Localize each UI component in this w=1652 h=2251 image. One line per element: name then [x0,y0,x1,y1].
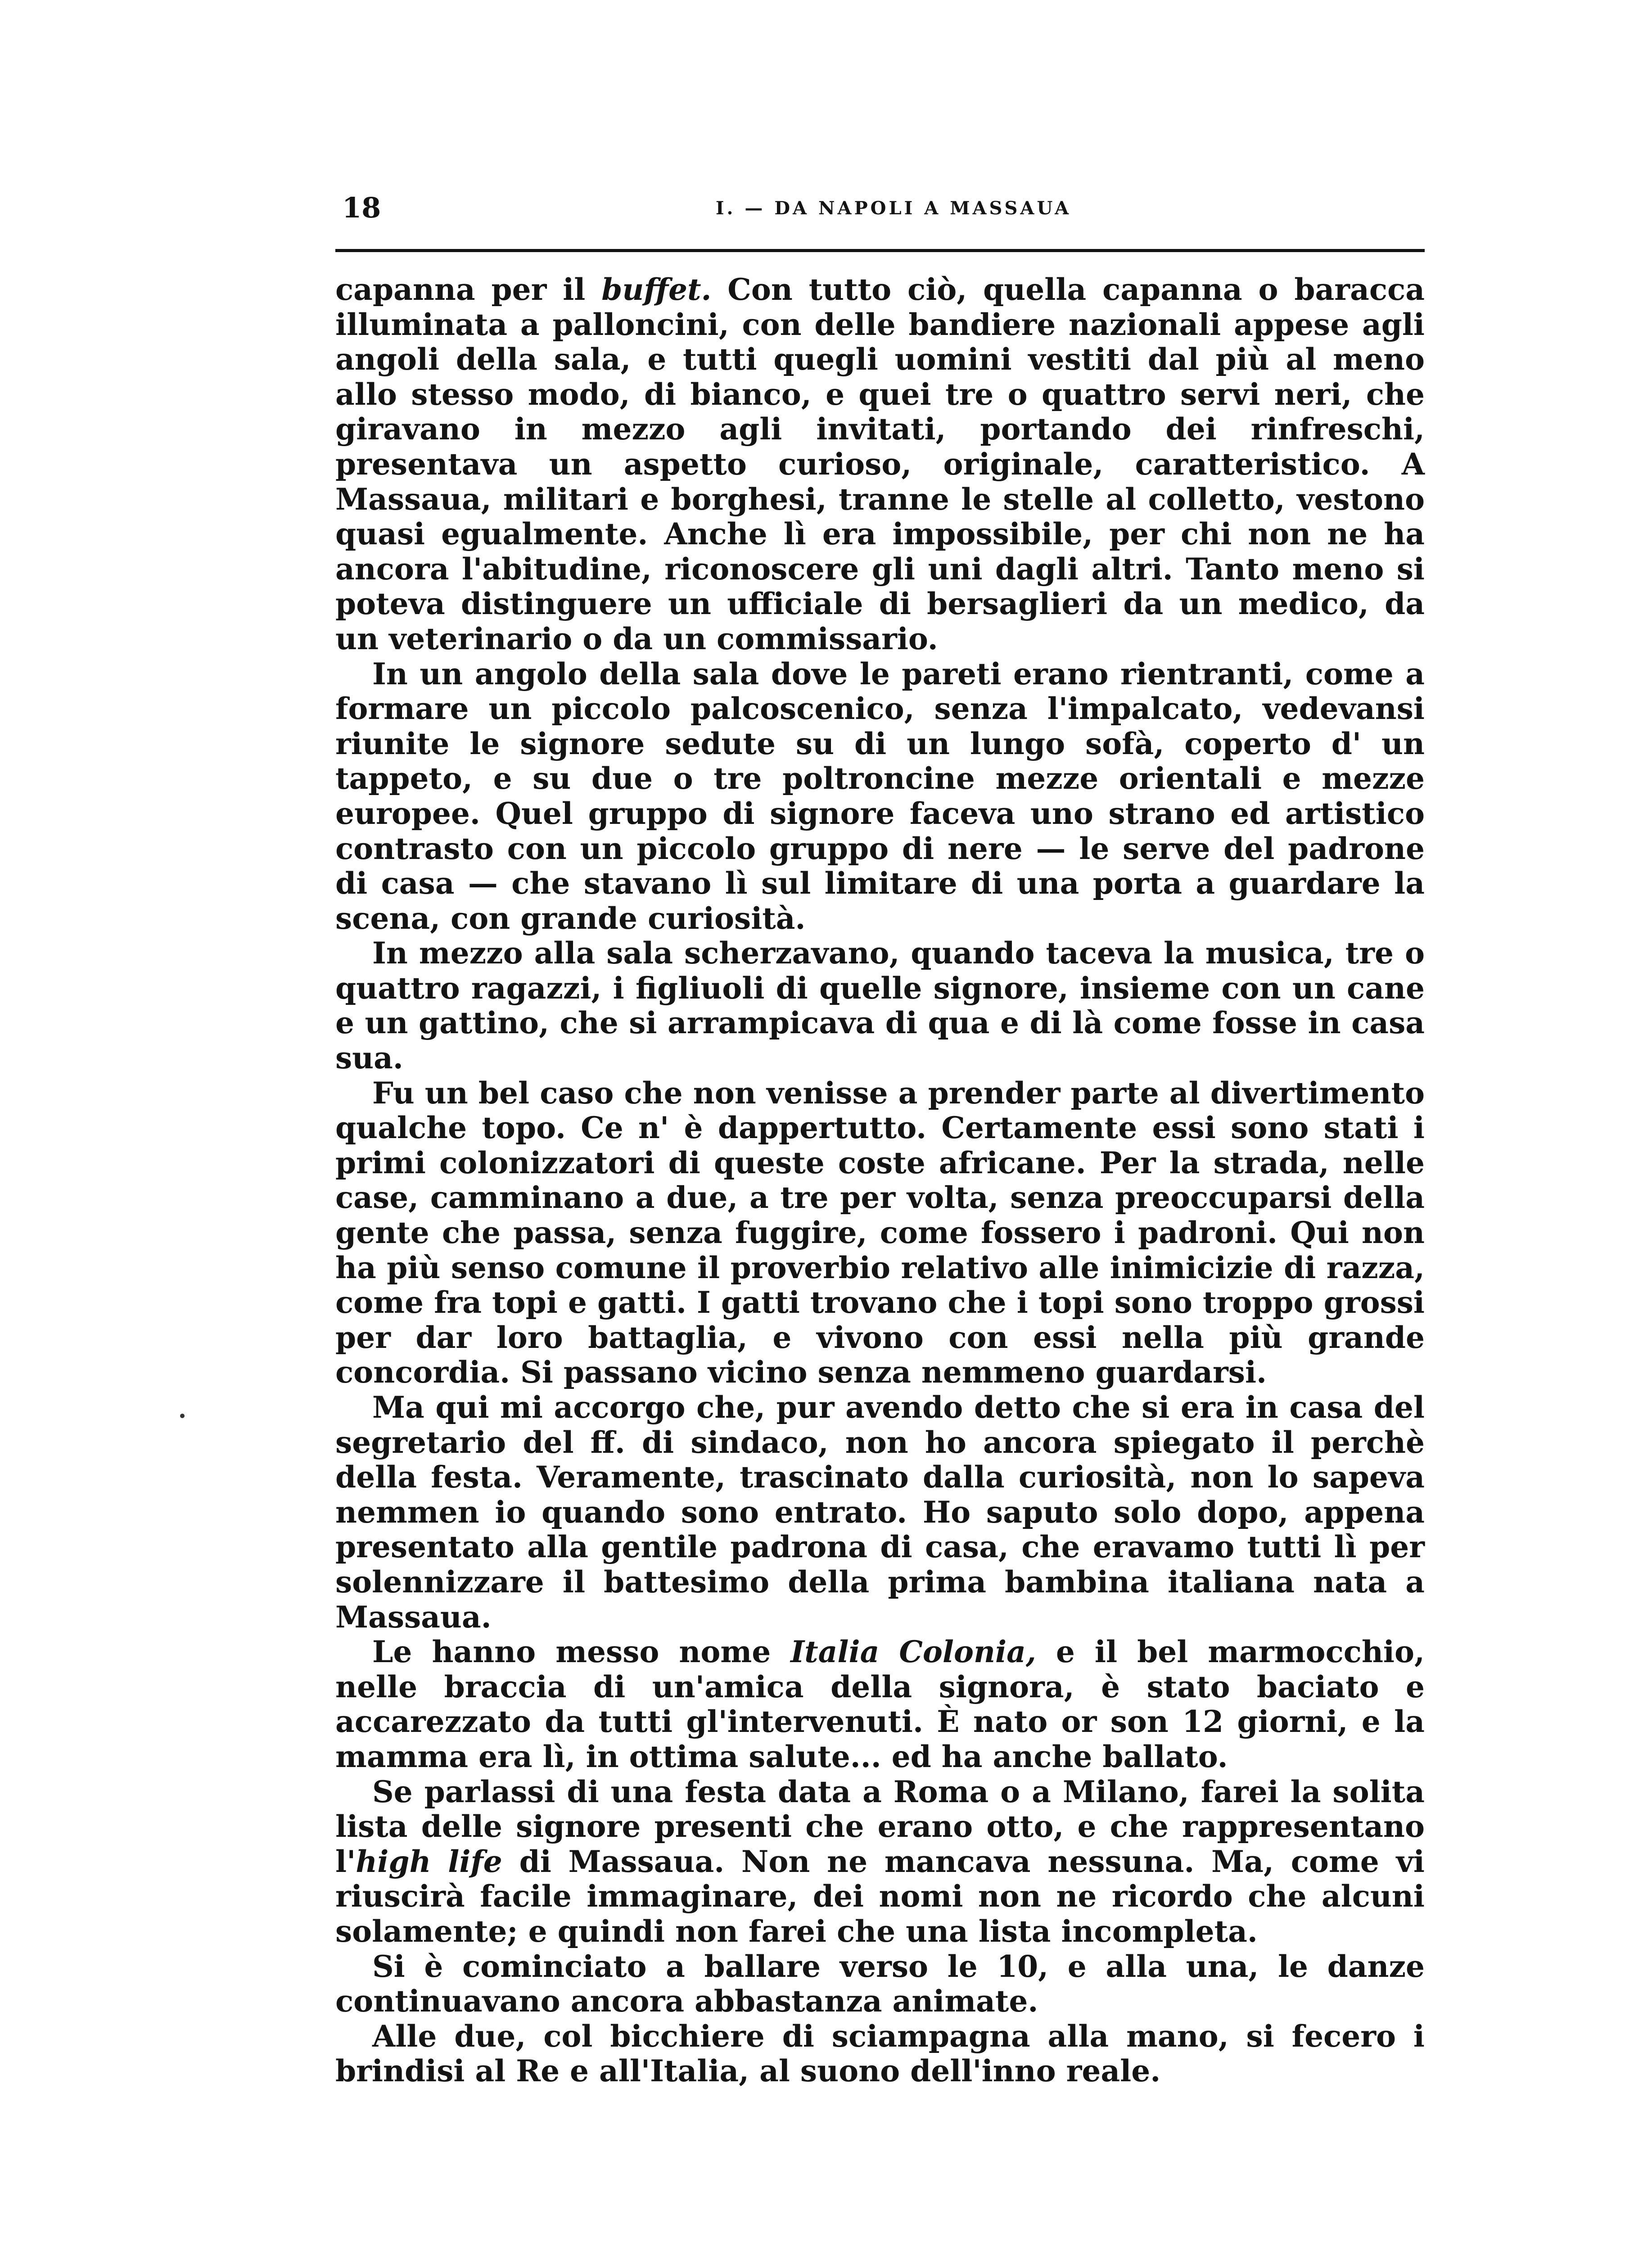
body-text [335,272,1425,2089]
print-speck [180,1414,185,1418]
paragraph: In un angolo della sala dove le pareti erano rientranti, come a formare un piccolo palcoscenico, senza l'impalcato, vedevansi riunite le signore sedute su di un lungo sofà, coperto d' un tappeto, e su due o tre poltroncine mezze orientali e mezze europee. Quel gruppo di signore faceva uno strano ed artistico contrasto con un piccolo gruppo di nere — le serve del padrone di casa — che stavano lì sul limitare di una porta a guardare la scena, con grande curiosità. [335,656,1425,936]
paragraph: Alle due, col bicchiere di sciampagna alla mano, si fecero i brindisi al Re e all'Italia, al suono dell'inno reale. [335,2018,1425,2089]
italic-term: Italia Colonia, [790,1634,1036,1670]
paragraph: Se parlassi di una festa data a Roma o a Milano, farei la solita lista delle signore presenti che erano otto, e che rappresentano l'high life di Massaua. Non ne mancava nessuna. Ma, come vi riuscirà facile immaginare, dei nomi non ne ricordo che alcuni solamente; e quindi non farei che una lista incompleta. [335,1774,1425,1949]
paragraph: Ma qui mi accorgo che, pur avendo detto che si era in casa del segretario del ff. di sindaco, non ho ancora spiegato il perchè della festa. Veramente, trascinato dalla curiosità, non lo sapeva nemmen io quando sono entrato. Ho saputo solo dopo, appena presentato alla gentile padrona di casa, che eravamo tutti lì per solennizzare il battesimo della prima bambina italiana nata a Massaua. [335,1390,1425,1635]
running-head: I. — DA NAPOLI A MASSAUA [715,198,1072,219]
paragraph: Si è cominciato a ballare verso le 10, e alla una, le danze continuavano ancora abbastanza animate. [335,1948,1425,2019]
header-rule [335,249,1425,252]
italic-term: buffet. [601,272,712,307]
paragraph: capanna per il buffet. Con tutto ciò, quella capanna o baracca illuminata a palloncini, con delle bandiere nazionali appese agli angoli della sala, e tutti quegli uomini vestiti dal più al meno allo stesso modo, di bianco, e quei tre o quattro servi neri, che giravano in mezzo agli invitati, portando dei rinfreschi, presentava un aspetto curioso, originale, caratteristico. A Massaua, militari e borghesi, tranne le stelle al colletto, vestono quasi egualmente. Anche lì era impossibile, per chi non ne ha ancora l'abitudine, riconoscere gli uni dagli altri. Tanto meno si poteva distinguere un ufficiale di bersaglieri da un medico, da un veterinario o da un commissario. [335,272,1425,656]
page-number: 18 [342,191,381,224]
italic-term: high life [356,1844,502,1879]
paragraph: Le hanno messo nome Italia Colonia, e il bel marmocchio, nelle braccia di un'amica della signora, è stato baciato e accarezzato da tutti gl'intervenuti. È nato or son 12 giorni, e la mamma era lì, in ottima salute... ed ha anche ballato. [335,1634,1425,1774]
paragraph: Fu un bel caso che non venisse a prender parte al divertimento qualche topo. Ce n' è dappertutto. Certamente essi sono stati i primi colonizzatori di queste coste africane. Per la strada, nelle case, camminano a due, a tre per volta, senza preoccuparsi della gente che passa, senza fuggire, come fossero i padroni. Qui non ha più senso comune il proverbio relativo alle inimicizie di razza, come fra topi e gatti. I gatti trovano che i topi sono troppo grossi per dar loro battaglia, e vivono con essi nella più grande concordia. Si passano vicino senza nemmeno guardarsi. [335,1075,1425,1390]
paragraph: In mezzo alla sala scherzavano, quando taceva la musica, tre o quattro ragazzi, i figliuoli di quelle signore, insieme con un cane e un gattino, che si arrampicava di qua e di là come fosse in casa sua. [335,936,1425,1076]
page-header [335,191,1425,232]
